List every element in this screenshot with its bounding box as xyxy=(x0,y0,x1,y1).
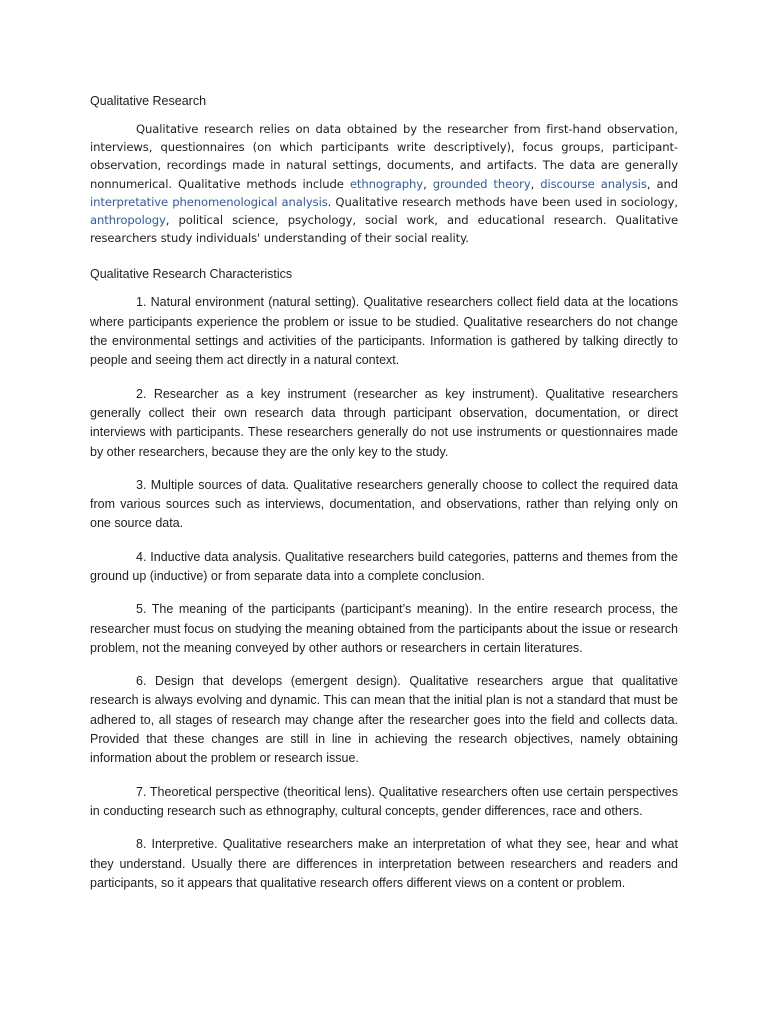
characteristic-item: 7. Theoretical perspective (theoritical lens). Qualitative researchers often use certain perspectives in conducting research such as ethnography, cultural concepts, gender differences, race and others. xyxy=(90,784,678,818)
characteristic-item: 6. Design that develops (emergent design). Qualitative researchers argue that qualitative research is always evolving and dynamic. This can mean that the initial plan is not a standard that must be adhered to, all stages of research may change after the researcher goes into the field and collects data. Provided that these changes are still in line in achieving the research objectives, namely obtaining information about the problem or research issue. xyxy=(90,674,678,766)
characteristic-item: 4. Inductive data analysis. Qualitative researchers build categories, patterns and themes from the ground up (inductive) or from separate data into a complete conclusion. xyxy=(90,549,678,583)
characteristic-item: 5. The meaning of the participants (participant’s meaning). In the entire research process, the researcher must focus on studying the meaning obtained from the participants about the issue or research problem, not the meaning conveyed by other authors or researchers in certain literatures. xyxy=(90,602,678,655)
characteristic-item: 2. Researcher as a key instrument (researcher as key instrument). Qualitative researchers generally collect their own research data through participant observation, documentation, or direct interviews with participants. These researchers generally do not use instruments or questionnaires made by other researchers, because they are the only key to the study. xyxy=(90,386,678,459)
link-anthropology[interactable]: anthropology xyxy=(90,213,166,228)
document-page xyxy=(90,92,678,907)
characteristic-item: 3. Multiple sources of data. Qualitative researchers generally choose to collect the required data from various sources such as interviews, documentation, and observations, rather than relying only on one source data. xyxy=(90,477,678,531)
link-discourse-analysis[interactable]: discourse analysis xyxy=(540,176,647,191)
link-interpretative-phenomenological-analysis[interactable]: interpretative phenomenological analysis xyxy=(90,194,328,209)
intro-paragraph xyxy=(90,120,678,247)
link-grounded-theory[interactable]: grounded theory xyxy=(432,176,531,191)
intro-text-2: . Qualitative research methods have been used in sociology, xyxy=(327,194,678,209)
document-title: Qualitative Research xyxy=(90,94,207,108)
characteristics-heading: Qualitative Research Characteristics xyxy=(90,267,293,282)
intro-text-3: , political science, psychology, social work, and educational research. Qualitative researchers study individuals' understanding of their social reality. xyxy=(90,213,678,246)
intro-sep-1: , xyxy=(423,176,433,191)
intro-text-1: Qualitative research relies on data obtained by the researcher from first-hand observation, interviews, questionnaires (on which participants write descriptively), focus groups, participant-observation, recordings made in natural settings, documents, and artifacts. The data are generally nonnumerical. Qualitative methods include xyxy=(90,122,678,191)
characteristic-item: 1. Natural environment (natural setting). Qualitative researchers collect field data at the locations where participants experience the problem or issue to be studied. Qualitative researchers do not change the environmental settings and activities of the participants. Information is gathered by talking directly to people and seeing them act directly in a natural context. xyxy=(90,295,678,368)
characteristic-item: 8. Interpretive. Qualitative researchers make an interpretation of what they see, hear and what they understand. Usually there are differences in interpretation between researchers and readers and participants, so it appears that qualitative research offers different views on a content or problem. xyxy=(90,837,678,890)
link-ethnography[interactable]: ethnography xyxy=(349,176,424,191)
intro-sep-2: , xyxy=(530,176,541,191)
intro-sep-3: , and xyxy=(646,176,679,191)
characteristics-list xyxy=(90,293,678,893)
